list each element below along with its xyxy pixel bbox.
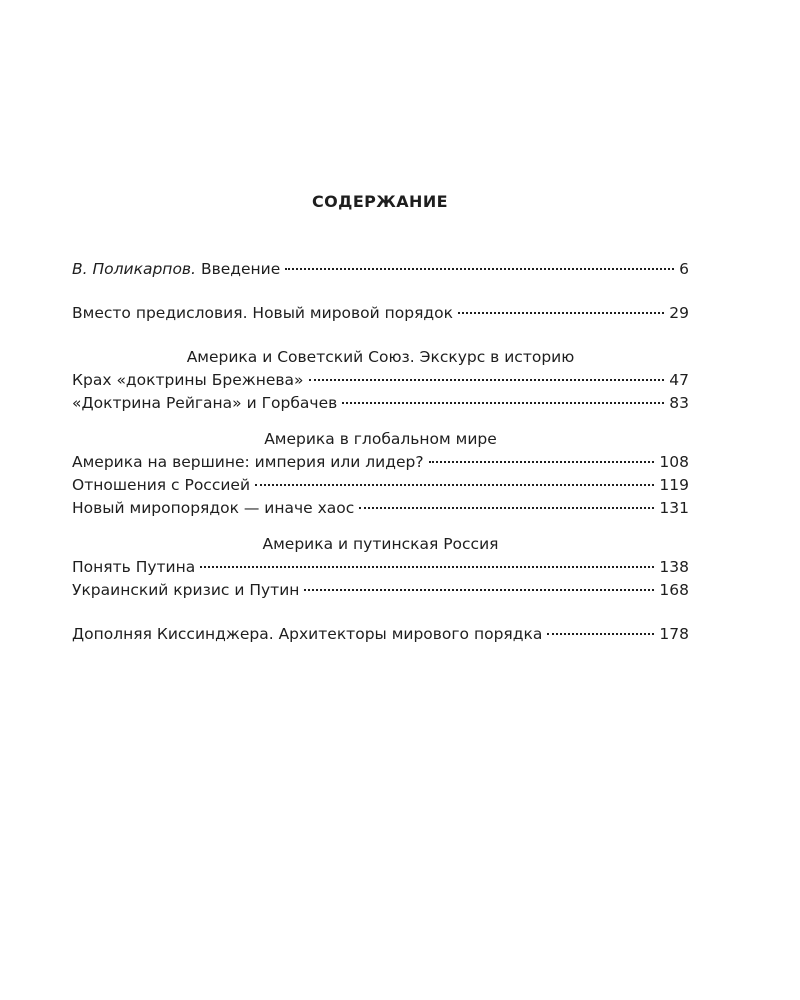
toc-entry-text: Новый миропорядок — иначе хаос xyxy=(72,499,355,517)
toc-entry xyxy=(72,392,689,415)
dot-leader xyxy=(359,507,654,509)
toc-entry-text: Отношения с Россией xyxy=(72,476,251,494)
toc-entry xyxy=(72,497,689,520)
toc-page-number: 131 xyxy=(659,499,689,517)
toc-entry xyxy=(72,579,689,602)
toc-section-heading: Америка в глобальном мире xyxy=(264,430,497,448)
toc-entry xyxy=(72,451,689,474)
toc-entry-text: Дополняя Киссинджера. Архитекторы мирового порядка xyxy=(72,625,543,643)
dot-leader xyxy=(342,402,664,404)
toc-entry-intro xyxy=(72,258,689,281)
dot-leader xyxy=(304,589,654,591)
toc-section-heading: Америка и Советский Союз. Экскурс в историю xyxy=(186,348,575,366)
dot-leader xyxy=(429,461,655,463)
toc-entry-text: Украинский кризис и Путин xyxy=(72,581,300,599)
spacer xyxy=(72,520,689,533)
toc-page-number: 168 xyxy=(659,581,689,599)
toc-entry xyxy=(72,369,689,392)
table-of-contents xyxy=(72,258,689,646)
dot-leader xyxy=(200,566,654,568)
toc-page-number: 47 xyxy=(669,371,689,389)
spacer xyxy=(72,602,689,623)
toc-page-number: 6 xyxy=(679,260,689,278)
dot-leader xyxy=(309,379,665,381)
dot-leader xyxy=(285,268,674,270)
toc-page-number: 108 xyxy=(659,453,689,471)
toc-page-number: 29 xyxy=(669,304,689,322)
toc-page-number: 83 xyxy=(669,394,689,412)
dot-leader xyxy=(255,484,654,486)
toc-entry-text: Крах «доктрины Брежнева» xyxy=(72,371,304,389)
spacer xyxy=(72,415,689,428)
page-title: СОДЕРЖАНИЕ xyxy=(312,192,448,211)
toc-entry-text: Понять Путина xyxy=(72,558,196,576)
dot-leader xyxy=(458,312,664,314)
spacer xyxy=(72,281,689,302)
toc-entry-text: Вместо предисловия. Новый мировой порядок xyxy=(72,304,453,322)
toc-page-number: 178 xyxy=(659,625,689,643)
toc-entry-text: Америка на вершине: империя или лидер? xyxy=(72,453,424,471)
toc-entry xyxy=(72,556,689,579)
toc-entry-label xyxy=(72,258,280,281)
toc-entry-text: Введение xyxy=(200,260,281,278)
dot-leader xyxy=(547,633,654,635)
toc-entry-preface xyxy=(72,302,689,325)
toc-page-number: 138 xyxy=(659,558,689,576)
spacer xyxy=(72,325,689,346)
toc-entry xyxy=(72,474,689,497)
toc-entry-author: В. Поликарпов. xyxy=(72,260,196,278)
toc-entry-afterword xyxy=(72,623,689,646)
toc-page-number: 119 xyxy=(659,476,689,494)
toc-entry-text: «Доктрина Рейгана» и Горбачев xyxy=(72,394,338,412)
toc-section-heading: Америка и путинская Россия xyxy=(262,535,499,553)
